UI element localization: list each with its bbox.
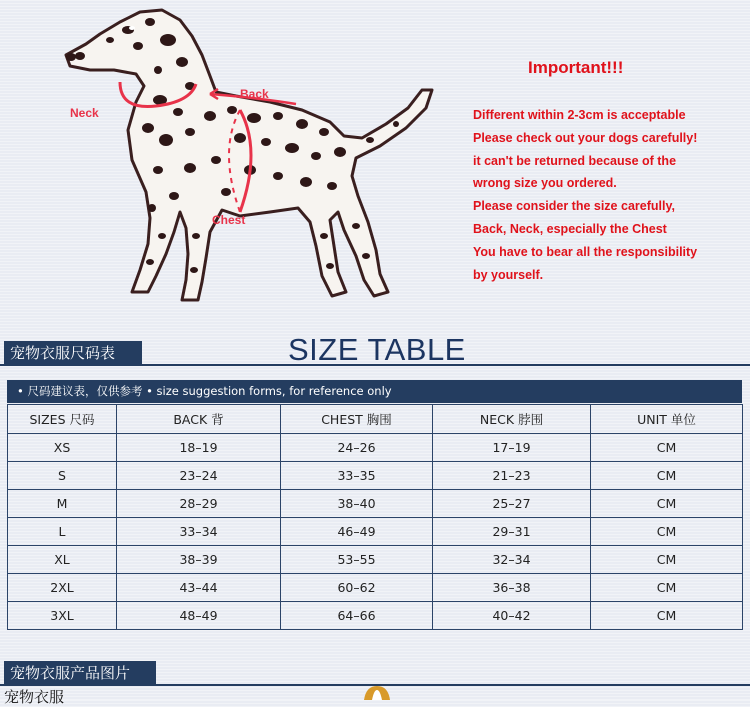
size-table-title: SIZE TABLE [288,332,466,367]
cell-neck: 25–27 [433,490,591,518]
cell-unit: CM [591,602,743,630]
cell-size: S [8,462,117,490]
table-header-row [8,405,743,434]
cell-chest: 53–55 [281,546,433,574]
cell-chest: 60–62 [281,574,433,602]
cell-neck: 36–38 [433,574,591,602]
cell-size: 2XL [8,574,117,602]
header-neck: NECK 脖围 [433,405,591,434]
table-row [8,490,743,518]
note-line: You have to bear all the responsibility [473,244,698,259]
size-table-subheader: • 尺码建议表，仅供参考 • size suggestion forms, for reference only [7,380,742,403]
cell-size: XS [8,434,117,462]
cell-back: 43–44 [117,574,281,602]
dog-silhouette [66,10,432,300]
cell-unit: CM [591,434,743,462]
cell-chest: 24–26 [281,434,433,462]
cell-neck: 40–42 [433,602,591,630]
back-label: Back [240,87,269,101]
cell-chest: 38–40 [281,490,433,518]
important-title: Important!!! [528,58,624,77]
note-line: Please check out your dogs carefully! [473,130,698,145]
cell-neck: 29–31 [433,518,591,546]
cell-chest: 33–35 [281,462,433,490]
cell-unit: CM [591,518,743,546]
neck-label: Neck [70,106,99,120]
cell-neck: 32–34 [433,546,591,574]
note-line: wrong size you ordered. [473,176,617,191]
cell-back: 23–24 [117,462,281,490]
header-chest: CHEST 胸围 [281,405,433,434]
cell-unit: CM [591,490,743,518]
chest-label: Chest [212,213,246,227]
cell-size: XL [8,546,117,574]
cell-back: 38–39 [117,546,281,574]
table-row [8,518,743,546]
size-section-tag: 宠物衣服尺码表 [4,341,142,365]
important-notes [473,104,743,286]
product-section-tag: 宠物衣服产品图片 [4,661,156,685]
table-row [8,434,743,462]
cell-back: 48–49 [117,602,281,630]
note-line: it can't be returned because of the [473,153,677,168]
cell-neck: 21–23 [433,462,591,490]
cell-chest: 64–66 [281,602,433,630]
dog-measurement-diagram [40,0,450,320]
product-subtitle: 宠物衣服 [4,688,65,706]
table-row [8,602,743,630]
cell-size: 3XL [8,602,117,630]
cell-back: 33–34 [117,518,281,546]
note-line: Back, Neck, especially the Chest [473,221,667,236]
cell-size: M [8,490,117,518]
cell-chest: 46–49 [281,518,433,546]
header-unit: UNIT 单位 [591,405,743,434]
note-line: Please consider the size carefully, [473,199,675,214]
note-line: Different within 2-3cm is acceptable [473,108,686,122]
table-row [8,546,743,574]
product-image-icon [362,684,392,700]
table-row [8,462,743,490]
cell-back: 28–29 [117,490,281,518]
note-line: by yourself. [473,267,544,282]
header-sizes: SIZES 尺码 [8,405,117,434]
cell-size: L [8,518,117,546]
header-back: BACK 背 [117,405,281,434]
cell-unit: CM [591,546,743,574]
cell-unit: CM [591,462,743,490]
cell-back: 18–19 [117,434,281,462]
size-table [7,404,743,630]
cell-neck: 17–19 [433,434,591,462]
table-row [8,574,743,602]
cell-unit: CM [591,574,743,602]
